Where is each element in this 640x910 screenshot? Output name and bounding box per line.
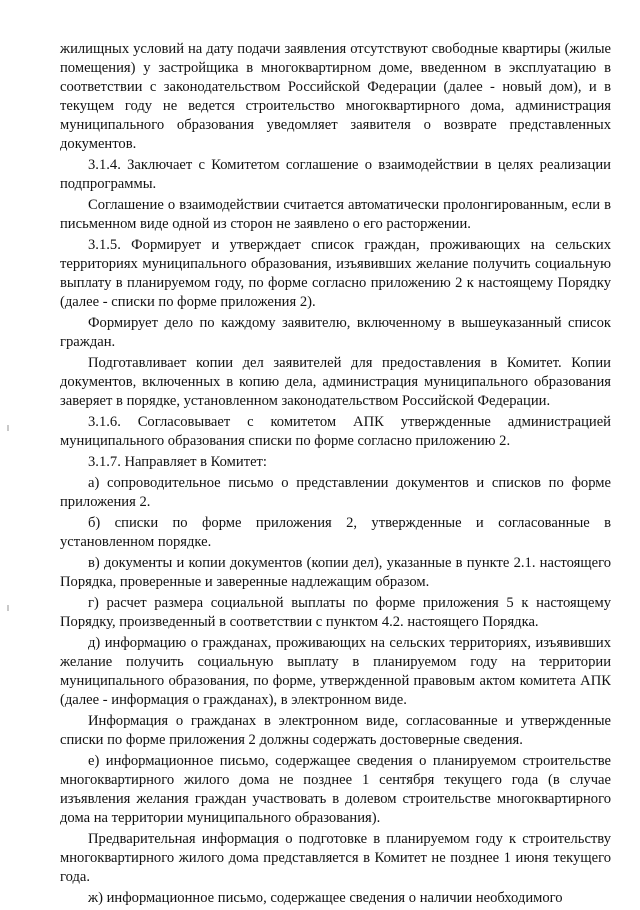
scan-artifact-mark [7, 605, 9, 611]
document-body [60, 40, 611, 910]
paragraph-preliminary-info: Предварительная информация о подготовке в планируемом году к строительству многоквартирного жилого дома представляется в Комитет не позднее 1 июня текущего года. [60, 831, 611, 885]
paragraph-3-1-6: 3.1.6. Согласовывает с комитетом АПК утвержденные администрацией муниципального образования списки по форме согласно приложению 2. [60, 414, 611, 449]
list-item-a: а) сопроводительное письмо о представлении документов и списков по форме приложения 2. [60, 475, 611, 510]
paragraph-electronic-info: Информация о гражданах в электронном виде, согласованные и утвержденные списки по форме приложения 2 должны содержать достоверные сведения. [60, 713, 611, 748]
paragraph-3-1-4: 3.1.4. Заключает с Комитетом соглашение о взаимодействии в целях реализации подпрограммы. [60, 157, 611, 192]
paragraph-agreement-prolongation: Соглашение о взаимодействии считается автоматически пролонгированным, если в письменном виде одной из сторон не заявлено о его расторжении. [60, 197, 611, 232]
paragraph-prepares-copies: Подготавливает копии дел заявителей для предоставления в Комитет. Копии документов, включенных в копию дела, администрация муниципального образования заверяет в порядке, установленном законодательством Российской Федерации. [60, 355, 611, 409]
list-item-g: г) расчет размера социальной выплаты по форме приложения 5 к настоящему Порядку, произведенный в соответствии с пунктом 4.2. настоящего Порядка. [60, 595, 611, 630]
paragraph-3-1-5: 3.1.5. Формирует и утверждает список граждан, проживающих на сельских территориях муниципального образования, изъявивших желание получить социальную выплату в планируемом году, по форме согласно приложению 2 к настоящему Порядку (далее - списки по форме приложения 2). [60, 237, 611, 310]
list-item-d: д) информацию о гражданах, проживающих на сельских территориях, изъявивших желание получить социальную выплату в планируемом году на территории муниципального образования, по форме, утвержденной правовым актом комитета АПК (далее - информация о гражданах), в электронном виде. [60, 635, 611, 708]
list-item-zh: ж) информационное письмо, содержащее сведения о наличии необходимого [88, 890, 563, 906]
list-item-v: в) документы и копии документов (копии дел), указанные в пункте 2.1. настоящего Порядка, проверенные и заверенные надлежащим образом. [60, 555, 611, 590]
list-item-e: е) информационное письмо, содержащее сведения о планируемом строительстве многоквартирного жилого дома не позднее 1 сентября текущего года (в случае изъявления желания граждан участвовать в долевом строительстве многоквартирного дома на территории муниципального образования). [60, 753, 611, 826]
list-item-b: б) списки по форме приложения 2, утвержденные и согласованные в установленном порядке. [60, 515, 611, 550]
paragraph-forms-case: Формирует дело по каждому заявителю, включенному в вышеуказанный список граждан. [60, 315, 611, 350]
paragraph-continuation: жилищных условий на дату подачи заявления отсутствуют свободные квартиры (жилые помещения) у застройщика в многоквартирном доме, введенном в эксплуатацию в соответствии с законодательством Российской Федерации (далее - новый дом), и в текущем году не ведется строительство многоквартирного дома, администрация муниципального образования уведомляет заявителя о возврате представленных документов. [60, 41, 611, 152]
scan-artifact-mark [7, 425, 9, 431]
paragraph-3-1-7: 3.1.7. Направляет в Комитет: [88, 454, 267, 470]
